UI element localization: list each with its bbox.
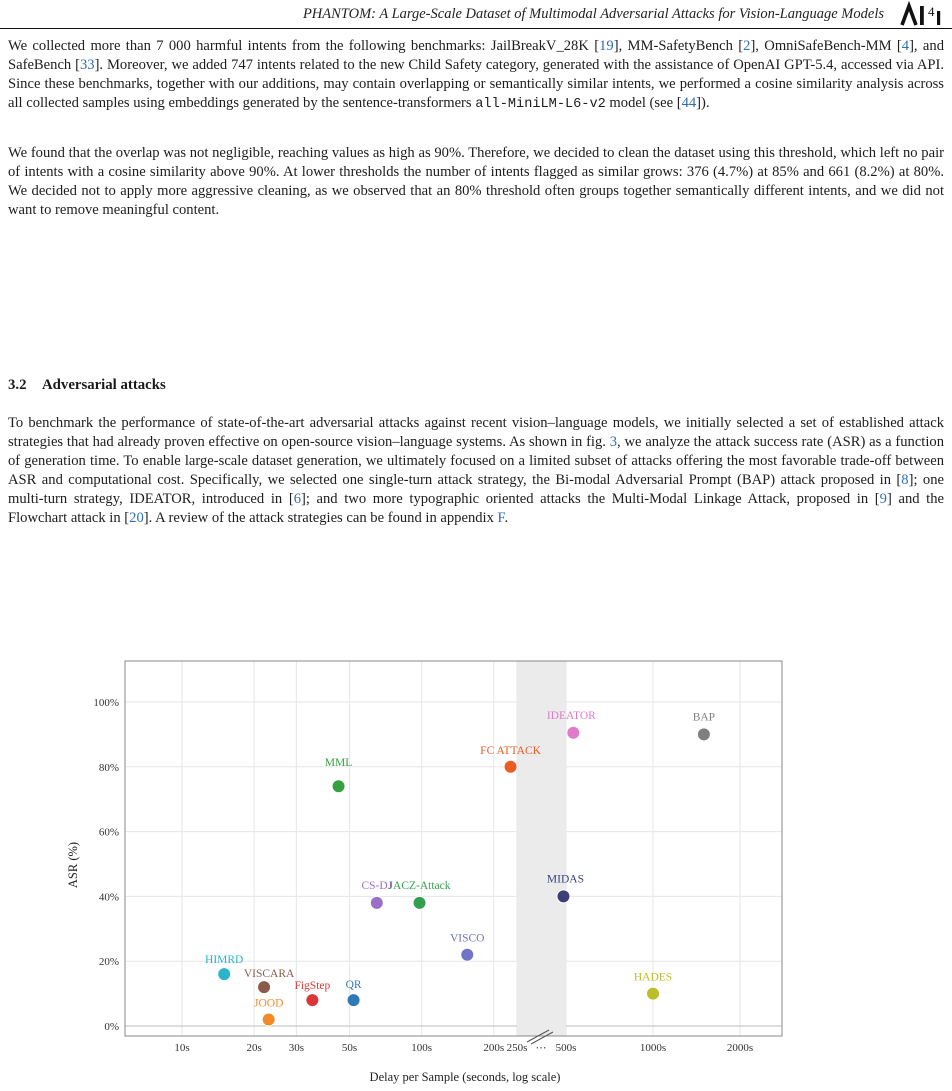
y-tick-label: 20% [98, 956, 119, 969]
cite-9[interactable]: 9 [879, 491, 887, 507]
y-tick-label: 80% [98, 761, 119, 774]
x-tick-label: 2000s [726, 1042, 754, 1054]
point-qr [347, 994, 360, 1007]
asr-vs-delay-chart [0, 652, 952, 1091]
x-tick-label: 30s [288, 1042, 304, 1054]
point-label: HADES [633, 971, 673, 984]
point-fc-attack [504, 760, 517, 773]
point-label: MIDAS [546, 873, 584, 886]
x-tick-label: 100s [411, 1042, 433, 1054]
point-label: JACZ-Attack [388, 879, 451, 892]
y-axis-ticks [93, 697, 119, 1033]
x-tick-label: 10s [174, 1042, 190, 1054]
point-ideator [567, 726, 580, 739]
cite-8[interactable]: 8 [901, 472, 909, 488]
x-tick-label: 200s [483, 1042, 505, 1054]
paragraph-overlap: We found that the overlap was not negligible, reaching values as high as 90%. Therefore, we decided to clean the dataset using this threshold, which left no pair of intents with a cosine similarity above 90%. At lower thresholds the number of intents flagged as similar grows: 376 (4.7%) at 85% and 661 (8.2%) at 80%. We decided not to apply more aggressive cleaning, as we observed that an 80% threshold often groups together semantically different intents, and we did not want to remove meaningful content. [8, 145, 944, 218]
point-label: FigStep [294, 980, 331, 993]
point-label: VISCARA [243, 968, 295, 981]
point-label: BAP [692, 711, 716, 724]
point-label: CS-DJ [361, 879, 393, 892]
cite-44[interactable]: 44 [681, 95, 697, 111]
y-tick-label: 100% [93, 697, 119, 709]
point-viscara [258, 981, 271, 994]
point-jacz-attack [413, 896, 426, 909]
x-tick-label: 500s [555, 1042, 577, 1054]
section-heading [8, 377, 166, 394]
cite-6[interactable]: 6 [293, 491, 301, 507]
paragraph-intents: We collected more than 7 000 harmful intents from the following benchmarks: JailBreakV_28K [19], MM-SafetyBench [2], OmniSafeBench-MM [4], and SafeBench [33]. Moreover, we added 747 intents related to the new Child Safety category, generated with the assistance of OpenAI GPT-5.4, accessed via API. Since these benchmarks, together with our additions, may contain overlapping or semantically similar intents, we performed a cosine similarity analysis across all collected samples using embeddings generated by the sentence-transformers all-MiniLM-L6-v2 model (see [44]). [8, 38, 944, 112]
point-label: VISCO [449, 932, 485, 945]
figure-ref-3[interactable]: 3 [609, 434, 618, 450]
appendix-ref-f[interactable]: F [497, 510, 505, 526]
svg-text:4: 4 [928, 4, 935, 19]
point-midas [557, 890, 570, 903]
y-tick-label: 60% [98, 826, 119, 839]
cite-33[interactable]: 33 [79, 57, 95, 73]
y-tick-label: 0% [104, 1021, 119, 1033]
point-hades [647, 987, 660, 1000]
point-label: MML [324, 757, 353, 770]
cite-4[interactable]: 4 [901, 38, 910, 54]
paragraph-attacks: To benchmark the performance of state-of-the-art adversarial attacks against recent vision–language models, we initially selected a set of established attack strategies that had already proven effective on open-source vision–language systems. As shown in fig. 3, we analyze the attack success rate (ASR) as a function of generation time. To enable large-scale dataset generation, we ultimately focused on a limited subset of attacks offering the most favorable trade-off between ASR and computational cost. Specifically, we selected one single-turn attack strategy, the Bi-modal Adversarial Prompt (BAP) attack proposed in [8]; one multi-turn strategy, IDEATOR, introduced in [6]; and two more typographic oriented attacks the Multi-Modal Linkage Attack, proposed in [9] and the Flowchart attack in [20]. A review of the attack strategies can be found in appendix F. [8, 415, 945, 526]
point-bap [697, 728, 710, 741]
point-mml [332, 780, 345, 793]
point-cs-dj [370, 896, 383, 909]
point-label: QR [345, 979, 362, 992]
x-tick-label: 50s [341, 1042, 358, 1054]
point-visco [461, 948, 474, 961]
section-number: 3.2 [8, 377, 27, 393]
point-label: JOOD [253, 997, 284, 1010]
y-tick-label: 40% [98, 891, 119, 904]
running-title: PHANTOM: A Large-Scale Dataset of Multimodal Adversarial Attacks for Vision-Language Models [302, 6, 884, 22]
data-points [205, 710, 715, 1026]
x-tick-label: 1000s [639, 1042, 667, 1054]
y-axis-label: ASR (%) [66, 841, 80, 889]
x-tick-label: 20s [246, 1042, 262, 1054]
cite-19[interactable]: 19 [599, 38, 614, 54]
point-figstep [306, 994, 319, 1007]
point-himrd [218, 968, 231, 981]
ai4-logo [900, 1, 946, 27]
page-header [0, 0, 952, 29]
section-title: Adversarial attacks [42, 377, 166, 393]
cite-20[interactable]: 20 [129, 510, 144, 526]
point-label: IDEATOR [546, 709, 596, 722]
cite-2[interactable]: 2 [743, 38, 751, 54]
axis-break-ellipsis: ⋯ [535, 1042, 547, 1054]
x-tick-label: 250s [506, 1042, 528, 1054]
x-axis-ticks [174, 1042, 753, 1054]
point-label: HIMRD [205, 954, 244, 967]
point-label: FC ATTACK [480, 744, 541, 757]
model-name: all-MiniLM-L6-v2 [475, 97, 606, 112]
point-jood [262, 1013, 275, 1026]
x-axis-label: Delay per Sample (seconds, log scale) [369, 1070, 561, 1084]
